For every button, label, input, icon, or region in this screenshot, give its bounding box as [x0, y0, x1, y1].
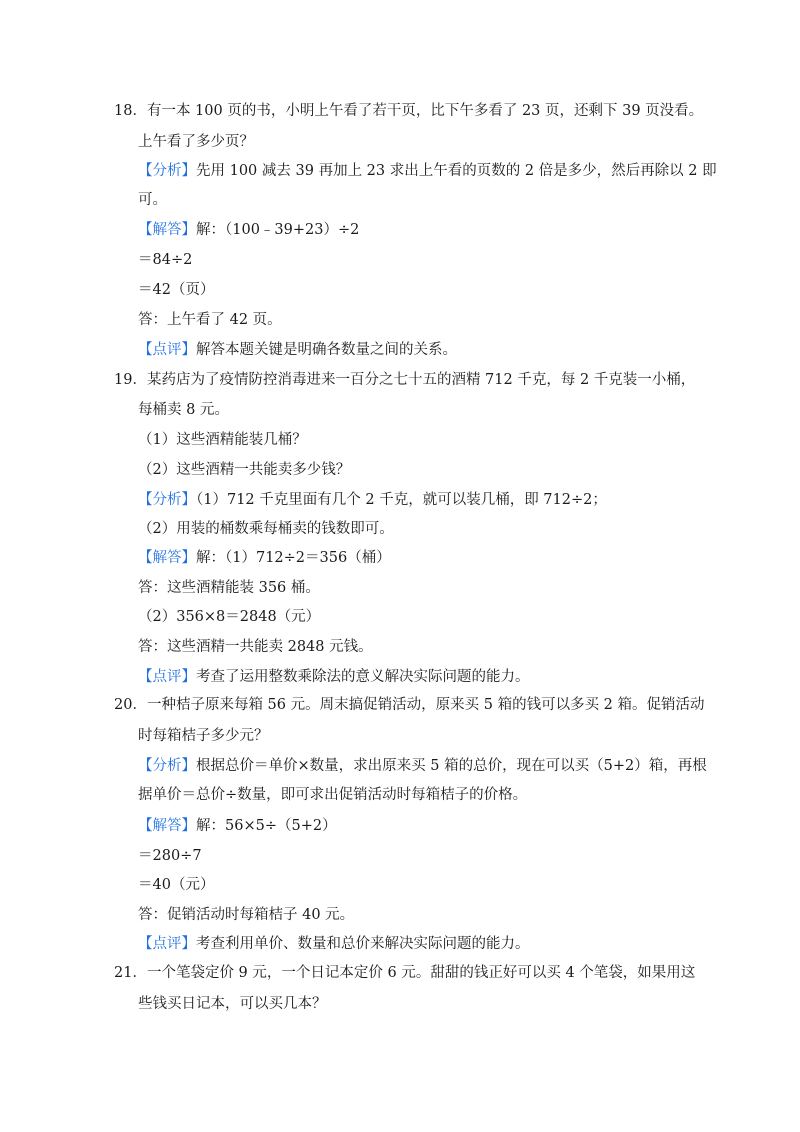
question-text: 一种桔子原来每箱 56 元。周末搞促销活动，原来买 5 箱的钱可以多买 2 箱。促销活动: [146, 697, 705, 713]
solution-text: 解：（1）712÷2＝356（桶）: [196, 550, 391, 566]
question-19-line-1: [114, 370, 695, 390]
solution-tag: 【解答】: [138, 818, 196, 834]
solution-text: 解：56×5÷（5+2）: [196, 818, 337, 834]
question-19-line-2: 每桶卖 8 元。: [138, 402, 229, 418]
question-text: 有一本 100 页的书，小明上午看了若干页，比下午多看了 23 页，还剩下 39 页没看。: [146, 103, 704, 119]
comment-19: [138, 667, 530, 687]
solution-19-line-2: （2）356×8＝2848（元）: [138, 609, 321, 625]
comment-tag: 【点评】: [138, 669, 196, 685]
comment-tag: 【点评】: [138, 936, 196, 952]
solution-19-line-1: [138, 548, 391, 568]
analysis-tag: 【分析】: [138, 492, 196, 508]
question-21-line-2: 些钱买日记本，可以买几本？: [138, 996, 327, 1012]
question-text: 一个笔袋定价 9 元，一个日记本定价 6 元。甜甜的钱正好可以买 4 个笔袋，如果用这: [146, 965, 696, 981]
question-18-line-2: 上午看了多少页？: [138, 134, 254, 150]
question-number: 18．: [114, 103, 147, 119]
question-19-sub-1: （1）这些酒精能装几桶？: [138, 432, 307, 448]
solution-20-line-2: ＝280÷7: [138, 848, 202, 864]
question-number: 20．: [114, 697, 147, 713]
question-20-line-1: [114, 695, 705, 715]
solution-18-line-3: ＝42（页）: [138, 282, 215, 298]
solution-text: 解：（100﹣39+23）÷2: [196, 222, 360, 238]
question-number: 21．: [114, 965, 147, 981]
solution-18-line-2: ＝84÷2: [138, 252, 193, 268]
analysis-tag: 【分析】: [138, 163, 196, 179]
analysis-tag: 【分析】: [138, 758, 196, 774]
analysis-19-line-2: （2）用装的桶数乘每桶卖的钱数即可。: [138, 521, 394, 537]
analysis-19-line-1: [138, 490, 607, 510]
question-number: 19．: [114, 372, 147, 388]
comment-18: [138, 340, 457, 360]
answer-19-1: 答：这些酒精能装 356 桶。: [138, 580, 320, 596]
analysis-18-line-2: 可。: [138, 192, 167, 208]
question-text: 某药店为了疫情防控消毒进来一百分之七十五的酒精 712 千克，每 2 千克装一小桶，: [146, 372, 696, 388]
analysis-text: （1）712 千克里面有几个 2 千克，就可以装几桶，即 712÷2；: [196, 492, 607, 508]
comment-20: [138, 934, 530, 954]
solution-20-line-3: ＝40（元）: [138, 877, 215, 893]
solution-tag: 【解答】: [138, 550, 196, 566]
answer-18: 答：上午看了 42 页。: [138, 312, 282, 328]
question-21-line-1: [114, 963, 695, 983]
analysis-text: 先用 100 减去 39 再加上 23 求出上午看的页数的 2 倍是多少，然后再除以 2 即: [196, 163, 717, 179]
comment-tag: 【点评】: [138, 342, 196, 358]
comment-text: 考查利用单价、数量和总价来解决实际问题的能力。: [196, 936, 530, 952]
question-19-sub-2: （2）这些酒精一共能卖多少钱？: [138, 462, 351, 478]
comment-text: 考查了运用整数乘除法的意义解决实际问题的能力。: [196, 669, 530, 685]
analysis-20-line-2: 据单价＝总价÷数量，即可求出促销活动时每箱桔子的价格。: [138, 787, 528, 803]
solution-18-line-1: [138, 220, 359, 240]
answer-19-2: 答：这些酒精一共能卖 2848 元钱。: [138, 639, 373, 655]
analysis-text: 根据总价＝单价×数量，求出原来买 5 箱的总价，现在可以买（5+2）箱，再根: [196, 758, 707, 774]
answer-20: 答：促销活动时每箱桔子 40 元。: [138, 907, 355, 923]
solution-tag: 【解答】: [138, 222, 196, 238]
question-20-line-2: 时每箱桔子多少元？: [138, 728, 269, 744]
question-18-line-1: [114, 101, 703, 121]
solution-20-line-1: [138, 816, 337, 836]
comment-text: 解答本题关键是明确各数量之间的关系。: [196, 342, 457, 358]
analysis-18-line-1: [138, 161, 717, 181]
analysis-20-line-1: [138, 756, 707, 776]
